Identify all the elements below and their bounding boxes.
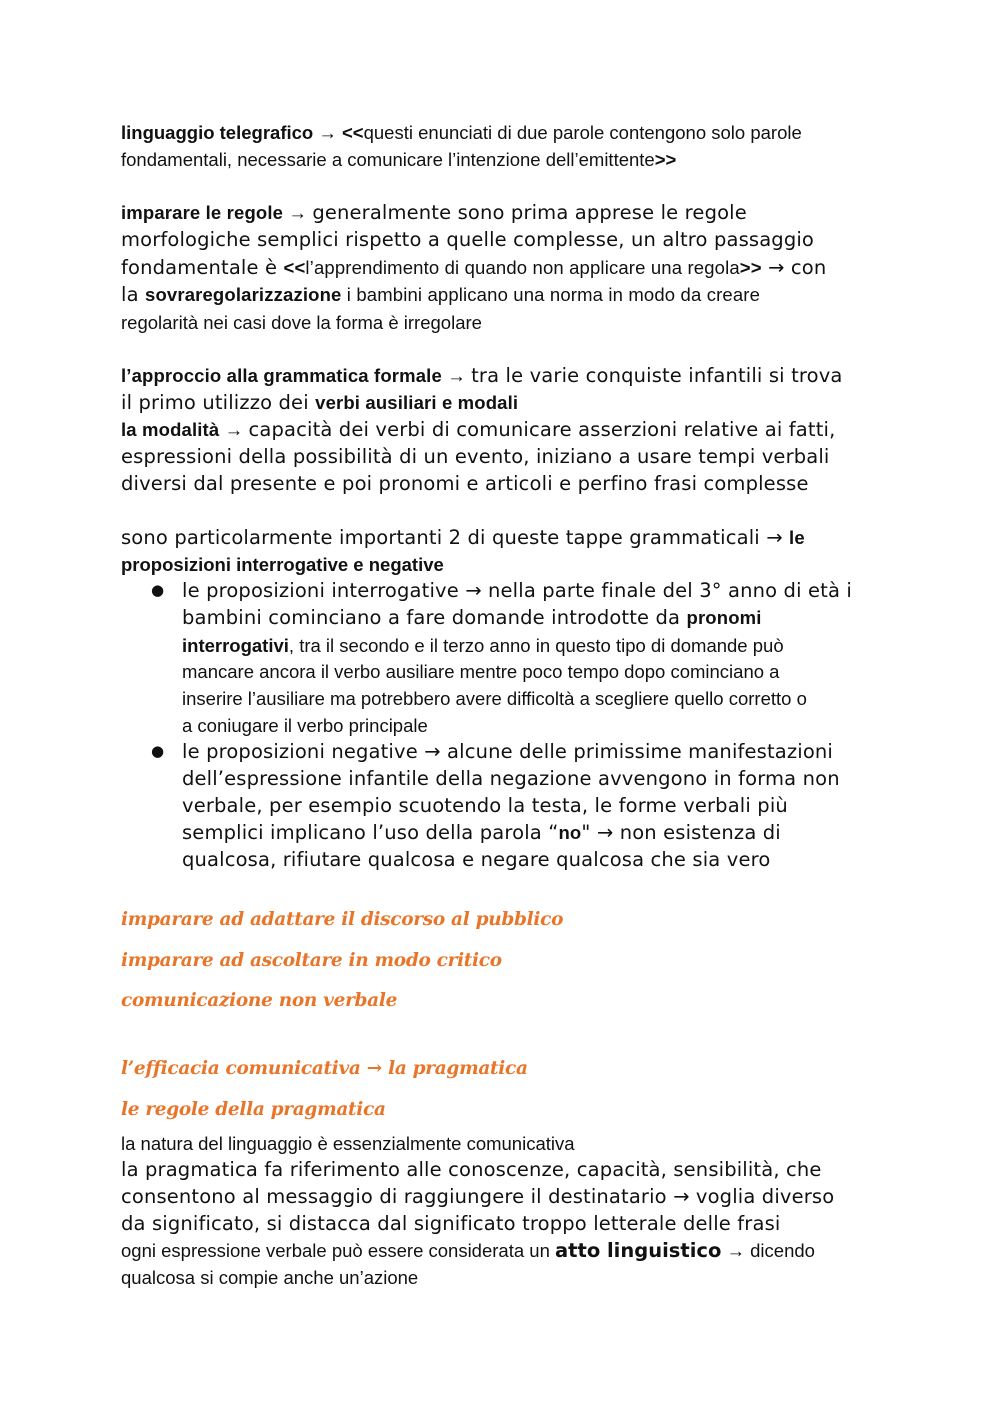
section-heading: l’efficacia comunicativa → la pragmatica [121,1058,528,1079]
text: da significato, si distacca dal significato troppo letterale delle frasi [121,1212,781,1235]
text: " → non esistenza di [581,821,781,844]
paragraph-line [121,1264,418,1291]
text: , tra il secondo e il terzo anno in questo tipo di domande può [288,635,784,656]
list-item-line [182,685,807,712]
text: tra le varie conquiste infantili si trova [471,364,843,387]
quote-close: >> [654,149,677,170]
text: generalmente sono prima apprese le regole [312,201,747,224]
text: → con [761,256,827,279]
text: qualcosa si compie anche un’azione [121,1267,419,1288]
text: dell’espressione infantile della negazione avvengono in forma non [182,767,840,790]
paragraph-line [121,1183,834,1210]
term-bold: proposizioni interrogative e negative [121,554,444,575]
arrow: → [313,122,342,143]
paragraph-line [121,416,835,443]
text: bambini cominciano a fare domande introdotte da [182,606,687,629]
section-heading: comunicazione non verbale [121,990,398,1011]
text: la pragmatica fa riferimento alle conoscenze, capacità, sensibilità, che [121,1158,822,1181]
text: qualcosa, rifiutare qualcosa e negare qualcosa che sia vero [182,848,771,871]
text: morfologiche semplici rispetto a quelle complesse, un altro passaggio [121,228,815,251]
text: espressioni della possibilità di un evento, iniziano a usare tempi verbali [121,445,830,468]
paragraph-line [121,119,802,146]
text: questi enunciati di due parole contengono solo parole [363,122,802,143]
text: verbale, per esempio scuotendo la testa, le forme verbali più [182,794,788,817]
text: inserire l’ausiliare ma potrebbero avere difficoltà a scegliere quello corretto o [182,688,807,709]
paragraph-line [121,281,760,308]
list-item-line [182,765,840,792]
quote-close: >> [739,257,762,278]
paragraph-line [121,1156,822,1183]
section-heading: imparare ad adattare il discorso al pubblico [121,909,564,930]
term-bold: l’approccio alla grammatica formale [121,365,442,386]
term-bold: pronomi [686,607,762,628]
text: la [121,283,146,306]
paragraph-line [121,470,809,497]
text: regolarità nei casi dove la forma è irregolare [121,312,482,333]
text: fondamentale è [121,256,284,279]
paragraph-line [121,389,518,416]
list-item-line [182,819,781,846]
term-bold: verbi ausiliari e modali [315,392,519,413]
arrow: → [721,1240,745,1261]
term-bold: le [789,527,805,548]
list-item-line [182,577,852,604]
term-bold: no [558,822,582,843]
arrow: → [441,365,472,386]
paragraph-line [121,226,814,253]
text: diversi dal presente e poi pronomi e articoli e perfino frasi complesse [121,472,809,495]
text: l’apprendimento di quando non applicare una regola [305,257,740,278]
paragraph-line [121,1130,575,1157]
list-item-line [182,738,833,765]
text: i bambini applicano una norma in modo da creare [341,284,761,305]
list-item-line [182,846,770,873]
arrow: → [283,202,313,223]
paragraph-line [121,199,747,226]
section-heading: imparare ad ascoltare in modo critico [121,950,502,971]
paragraph-line [121,254,826,281]
term-bold: interrogativi [182,635,289,656]
quote-open: << [283,257,306,278]
paragraph-line [121,362,842,389]
paragraph-line [121,309,482,336]
text: il primo utilizzo dei [121,391,316,414]
text: mancare ancora il verbo ausiliare mentre poco tempo dopo cominciano a [182,661,780,682]
text: consentono al messaggio di raggiungere il destinatario → voglia diverso [121,1185,835,1208]
text: a coniugare il verbo principale [182,715,428,736]
term-bold: sovraregolarizzazione [145,284,342,305]
bullet-icon: ● [151,581,165,599]
text: ogni espressione verbale può essere considerata un [121,1240,556,1261]
term-bold: atto linguistico [555,1239,722,1262]
term-bold: la modalità [121,419,220,440]
bullet-icon: ● [151,742,165,760]
paragraph-line [121,551,444,578]
text: la natura del linguaggio è essenzialmente comunicativa [121,1133,575,1154]
text: le proposizioni negative → alcune delle primissime manifestazioni [182,740,833,763]
list-item-line [182,712,428,739]
paragraph-line [121,1210,780,1237]
list-item-line [182,632,784,659]
text: fondamentali, necessarie a comunicare l’intenzione dell’emittente [121,149,655,170]
term-bold: linguaggio telegrafico [121,122,314,143]
paragraph-line [121,524,805,551]
paragraph-line [121,1237,815,1264]
text: sono particolarmente importanti 2 di queste tappe grammaticali → [121,526,790,549]
section-heading: le regole della pragmatica [121,1099,386,1120]
text: capacità dei verbi di comunicare asserzioni relative ai fatti, [248,418,836,441]
list-item-line [182,792,788,819]
text: le proposizioni interrogative → nella parte finale del 3° anno di età i [182,579,852,602]
term-bold: imparare le regole [121,202,284,223]
text: semplici implicano l’uso della parola “ [182,821,559,844]
text: dicendo [745,1240,815,1261]
paragraph-line [121,146,676,173]
paragraph-line [121,443,830,470]
arrow: → [219,419,249,440]
quote-open: << [342,122,364,143]
list-item-line [182,658,779,685]
list-item-line [182,604,762,631]
